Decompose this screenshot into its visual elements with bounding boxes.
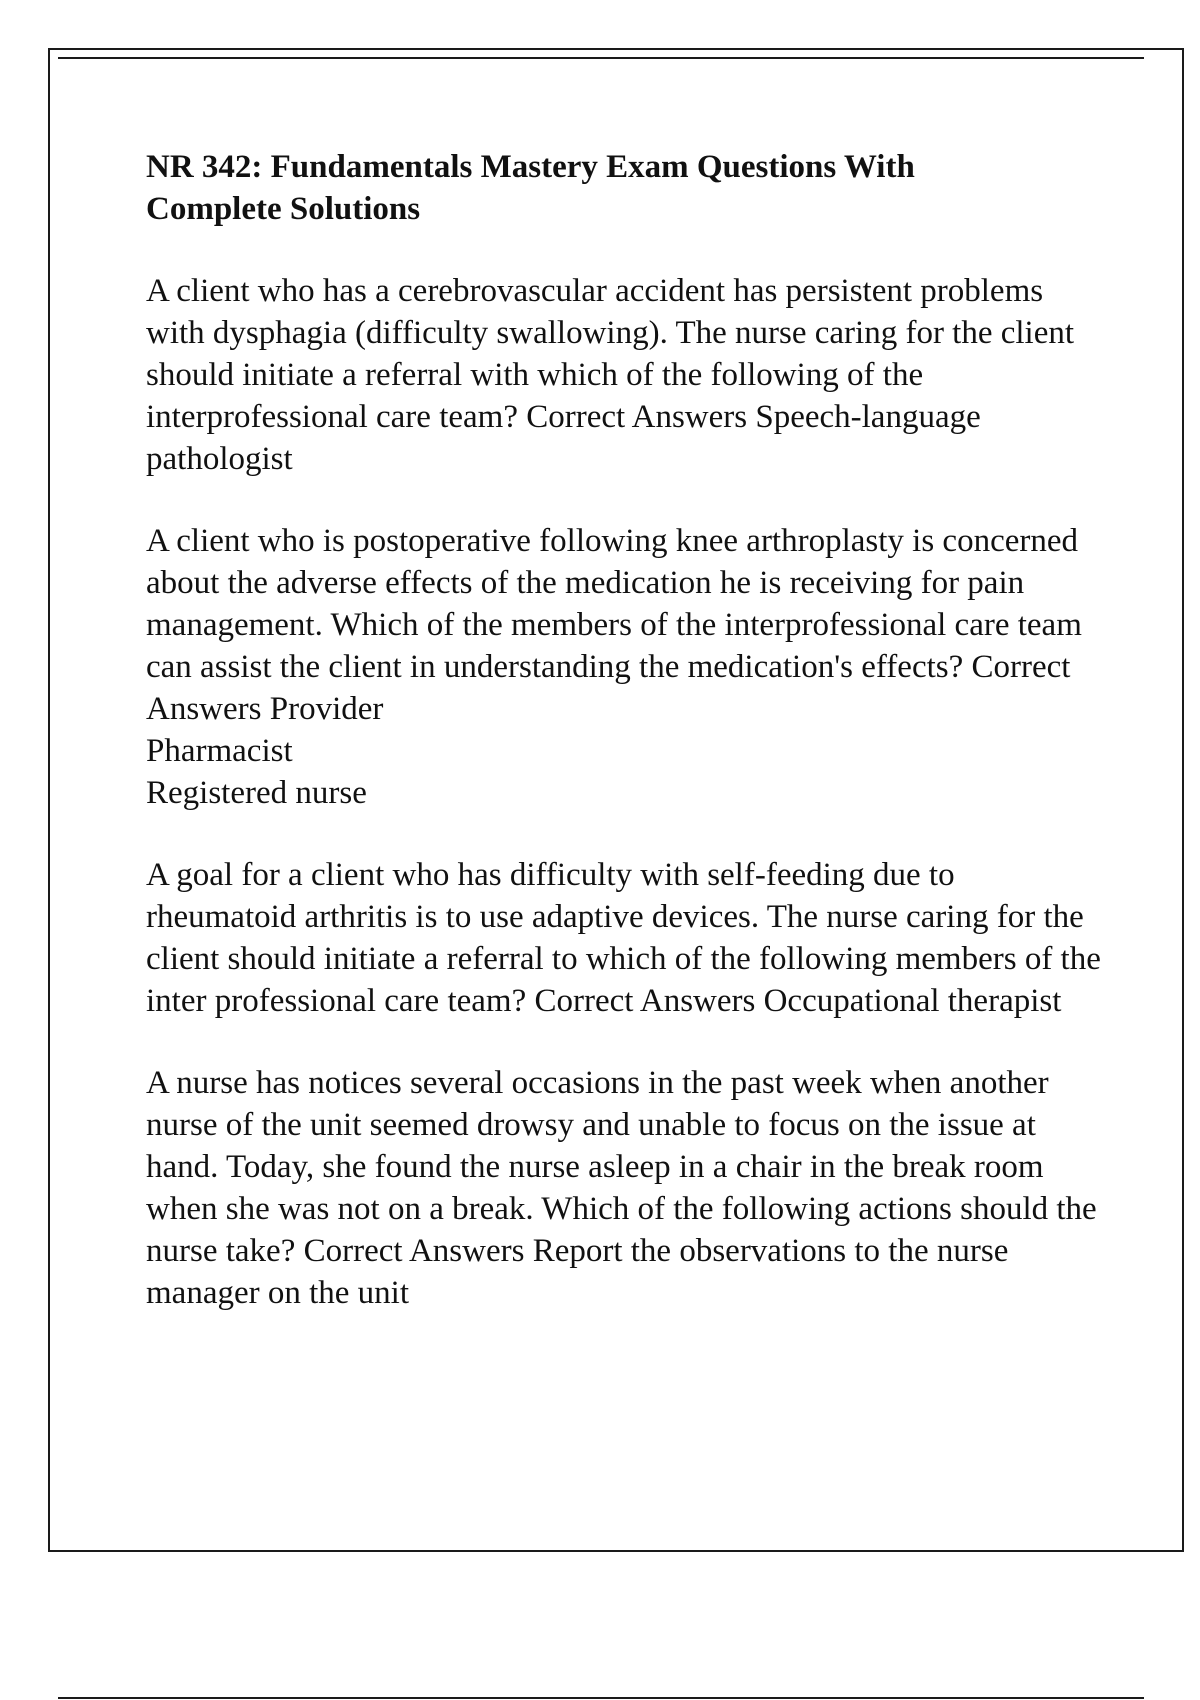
question-text: A client who is postoperative following knee arthroplasty is concerned about the adverse effects of the medication he is receiving for pain management. Which of the members of the interprofessional care team can assist the client in understanding the medication's effects? Correct Answers Provider: [146, 523, 1082, 727]
question-item-1: [146, 270, 1106, 480]
title-line-1: NR 342: Fundamentals Mastery Exam Questions With: [146, 149, 915, 185]
question-item-3: [146, 854, 1106, 1022]
question-item-2: [146, 520, 1106, 814]
document-title: [146, 146, 1106, 230]
question-text: A nurse has notices several occasions in the past week when another nurse of the unit seemed drowsy and unable to focus on the issue at hand. Today, she found the nurse asleep in a chair in the break room when she was not on a break. Which of the following actions should the nurse take? Correct Answers Report the observations to the nurse manager on the unit: [146, 1065, 1097, 1311]
question-text: A goal for a client who has difficulty with self-feeding due to rheumatoid arthritis is to use adaptive devices. The nurse caring for the client should initiate a referral to which of the following members of the inter professional care team? Correct Answers Occupational therapist: [146, 857, 1101, 1019]
title-line-2: Complete Solutions: [146, 191, 421, 227]
document-body: [146, 146, 1106, 1354]
question-item-4: [146, 1062, 1106, 1314]
answer-line: Registered nurse: [146, 775, 367, 811]
top-rule: [58, 57, 1144, 59]
answer-line: Pharmacist: [146, 733, 293, 769]
bottom-rule: [58, 1697, 1144, 1699]
question-text: A client who has a cerebrovascular accident has persistent problems with dysphagia (difficulty swallowing). The nurse caring for the client should initiate a referral with which of the following of the interprofessional care team? Correct Answers Speech-language pathologist: [146, 273, 1075, 477]
